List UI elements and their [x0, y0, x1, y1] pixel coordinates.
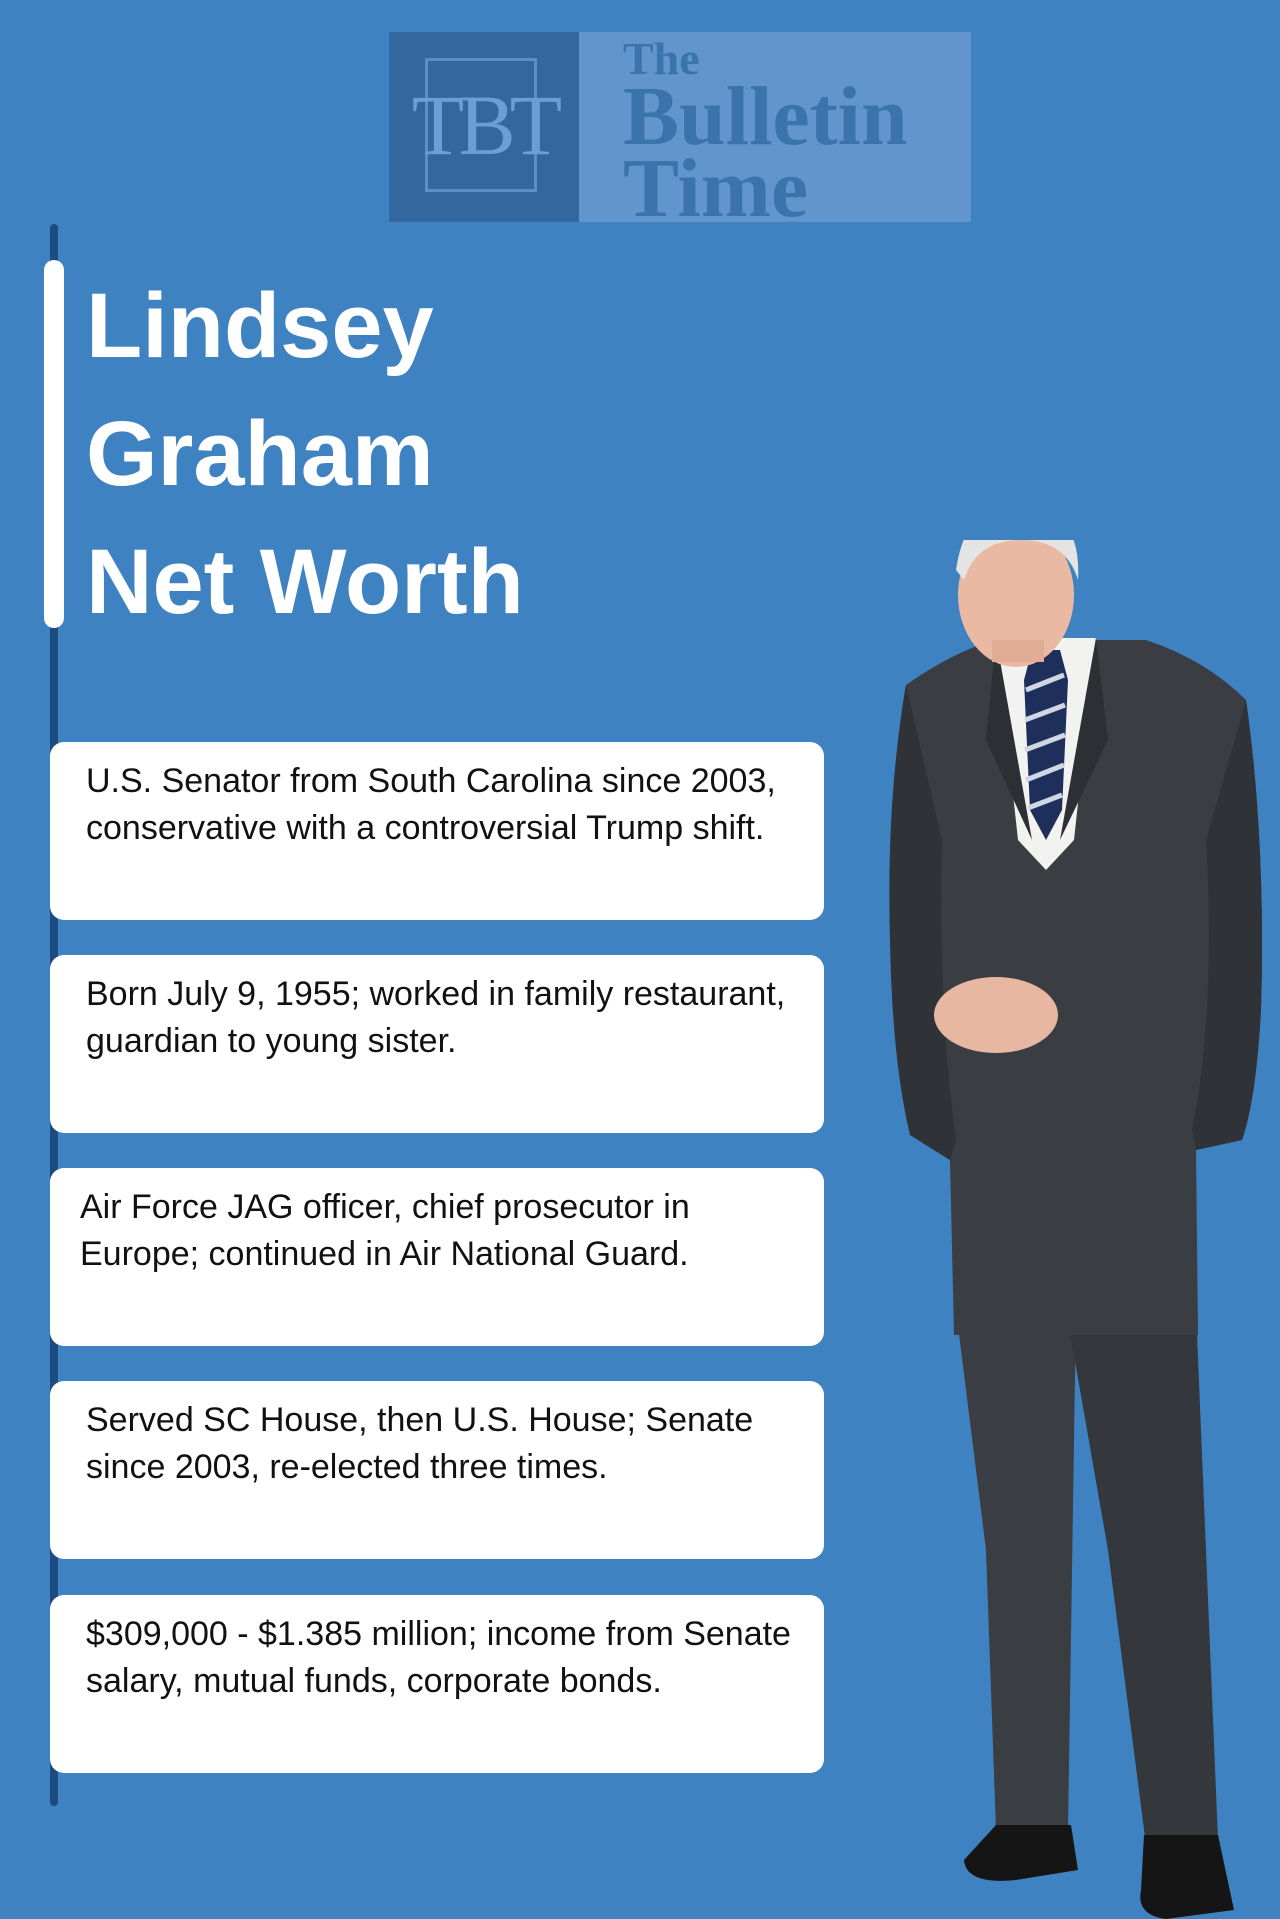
brand-logo — [389, 32, 971, 235]
portrait-photo — [846, 540, 1280, 1919]
page-title — [86, 262, 524, 646]
logo-word-bulletin: Bulletin — [623, 70, 908, 163]
trouser-right — [1066, 1310, 1218, 1845]
fact-card-career: U.S. Senator from South Carolina since 2003, conservative with a controversial Trump shift. — [50, 742, 824, 920]
fact-card-early-life: Born July 9, 1955; worked in family restaurant, guardian to young sister. — [50, 955, 824, 1133]
fact-card-political-career: Served SC House, then U.S. House; Senate since 2003, re-elected three times. — [50, 1381, 824, 1559]
shoe-left — [964, 1825, 1078, 1881]
logo-mark — [389, 32, 579, 222]
hands — [934, 977, 1058, 1053]
fact-card-net-worth: $309,000 - $1.385 million; income from Senate salary, mutual funds, corporate bonds. — [50, 1595, 824, 1773]
title-line-2: Graham — [86, 403, 434, 505]
title-accent-bar — [44, 260, 64, 628]
fact-card-military: Air Force JAG officer, chief prosecutor in Europe; continued in Air National Guard. — [50, 1168, 824, 1346]
shoe-right — [1140, 1835, 1234, 1919]
title-line-3: Net Worth — [86, 531, 524, 633]
neck — [992, 640, 1044, 662]
logo-mark-text: TBT — [411, 77, 557, 173]
logo-wordmark — [579, 32, 971, 235]
trouser-left — [956, 1310, 1076, 1830]
title-line-1: Lindsey — [86, 275, 434, 377]
logo-word-the: The — [623, 33, 700, 84]
logo-word-time: Time — [623, 142, 809, 235]
